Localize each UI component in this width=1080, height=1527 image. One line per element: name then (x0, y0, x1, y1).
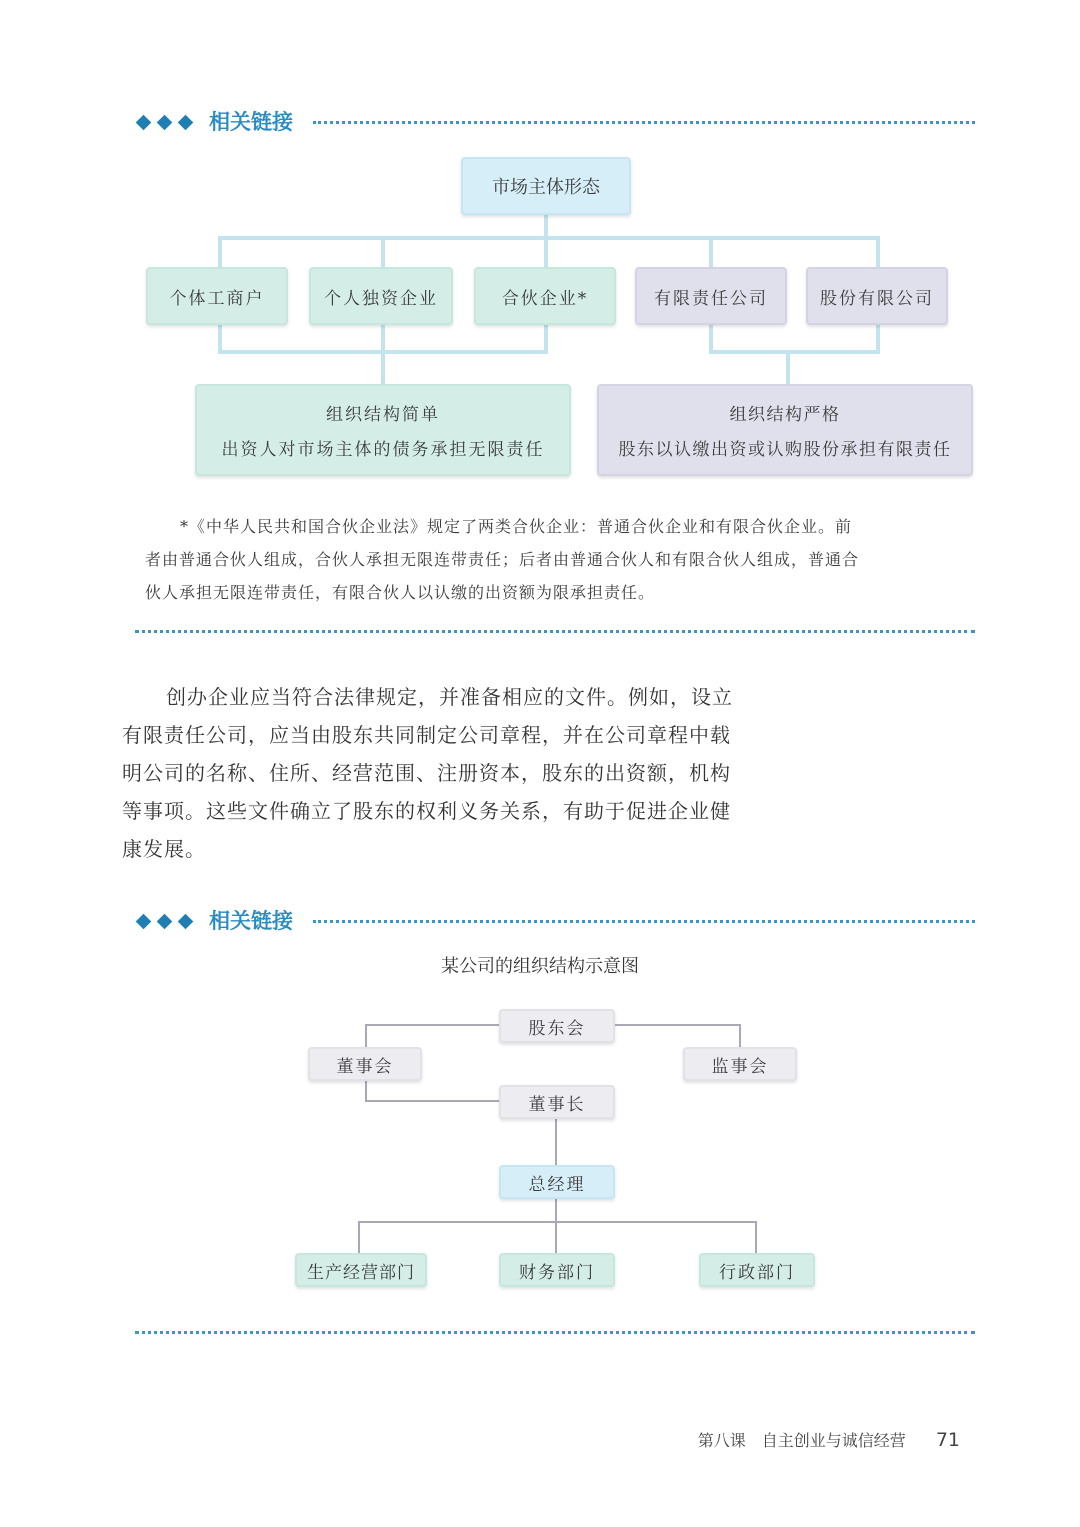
summary-box-unlimited (195, 384, 571, 476)
lesson-title: 第八课 自主创业与诚信经营 (697, 1431, 906, 1450)
org-box-chairman: 董事长 (499, 1085, 615, 1119)
form-box-llc: 有限责任公司 (635, 267, 787, 325)
org-box-production-dept: 生产经营部门 (295, 1253, 427, 1287)
market-entity-forms-box: 市场主体形态 (461, 157, 631, 215)
org-box-shareholders: 股东会 (499, 1009, 615, 1043)
org-chart-title: 某公司的组织结构示意图 (441, 956, 639, 977)
form-box-individual-business: 个体工商户 (146, 267, 288, 325)
org-box-general-manager: 总经理 (499, 1165, 615, 1199)
dotted-divider (313, 121, 975, 124)
diamond-icons (135, 913, 194, 930)
org-box-admin-dept: 行政部门 (699, 1253, 815, 1287)
form-box-sole-proprietorship: 个人独资企业 (309, 267, 453, 325)
summary-line: 组织结构简单 (326, 405, 440, 425)
section-header-2 (135, 907, 975, 941)
section-title-1: 相关链接 (209, 110, 293, 134)
org-box-finance-dept: 财务部门 (499, 1253, 615, 1287)
dotted-divider (135, 1331, 975, 1334)
body-paragraph: 创办企业应当符合法律规定，并准备相应的文件。例如，设立 有限责任公司，应当由股东共同制定公司章程，并在公司章程中载 明公司的名称、住所、经营范围、注册资本，股东的出资额，机构 等事项。这些文件确立了股东的权利义务关系，有助于促进企业健 康发展。 (122, 685, 733, 861)
section-title-2: 相关链接 (209, 909, 293, 933)
section-end-divider-1 (135, 617, 975, 651)
form-box-partnership: 合伙企业* (474, 267, 616, 325)
summary-line: 出资人对市场主体的债务承担无限责任 (221, 440, 545, 460)
summary-line: 股东以认缴出资或认购股份承担有限责任 (618, 440, 952, 460)
page-number: 71 (935, 1429, 960, 1451)
section-header-1 (135, 108, 975, 142)
summary-line: 组织结构严格 (729, 405, 841, 425)
footnote: *《中华人民共和国合伙企业法》规定了两类合伙企业：普通合伙企业和有限合伙企业。前 者由普通合伙人组成，合伙人承担无限连带责任；后者由普通合伙人和有限合伙人组成，普通合 伙人承担无限连带责任，有限合伙人以认缴的出资额为限承担责任。 (145, 517, 860, 602)
diamond-icons (135, 114, 194, 131)
form-box-joint-stock: 股份有限公司 (806, 267, 948, 325)
page-footer (698, 1428, 960, 1451)
org-box-board: 董事会 (308, 1047, 422, 1081)
section-end-divider-2 (135, 1318, 975, 1352)
org-box-supervisors: 监事会 (683, 1047, 797, 1081)
dotted-divider (313, 920, 975, 923)
summary-box-limited (597, 384, 973, 476)
dotted-divider (135, 630, 975, 633)
